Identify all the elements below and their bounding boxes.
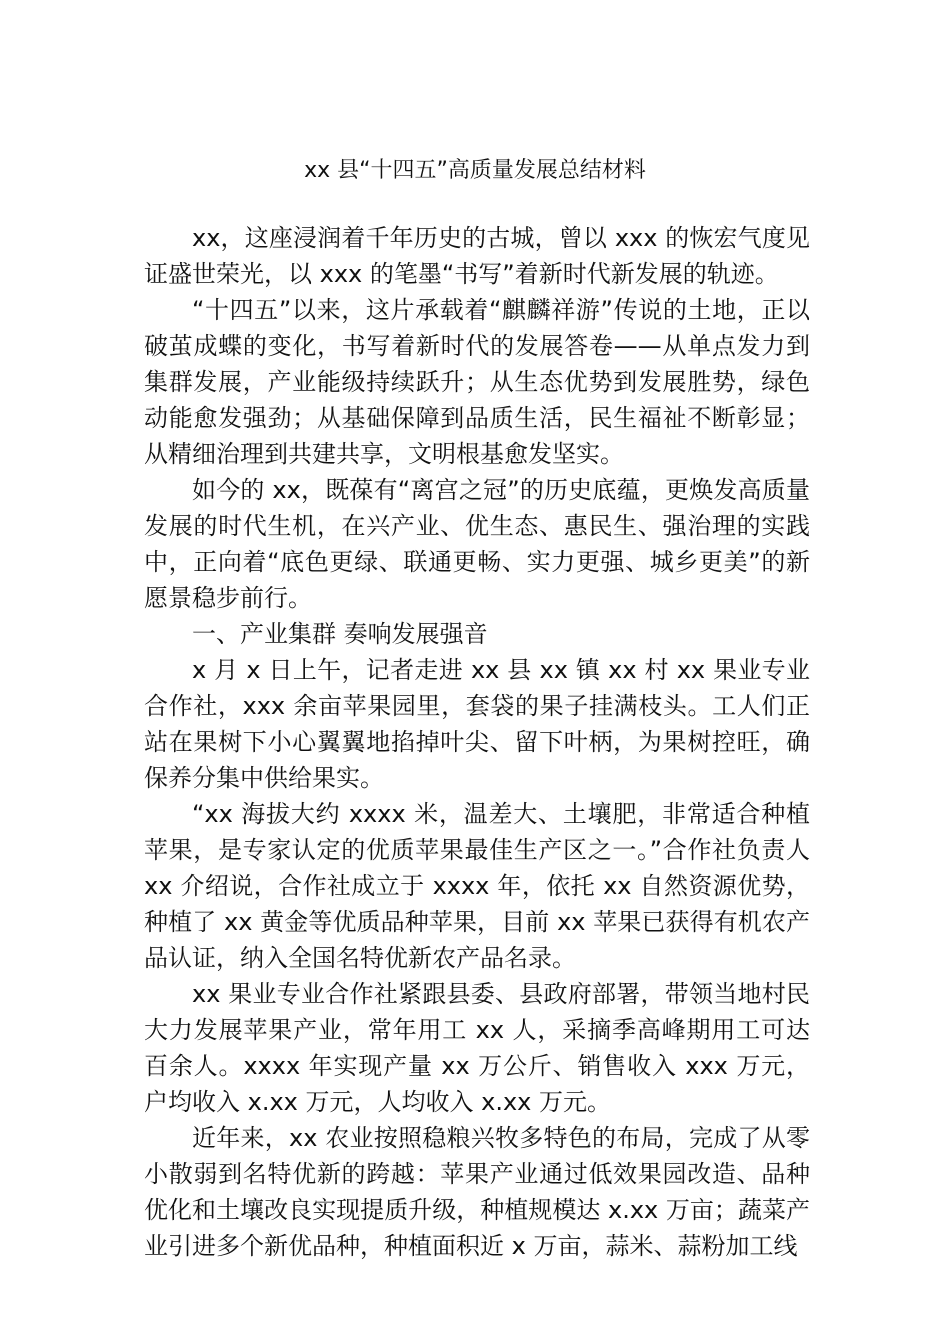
paragraph-cooperative-results: xx 果业专业合作社紧跟县委、县政府部署，带领当地村民大力发展苹果产业，常年用工 xx 人，采摘季高峰期用工可达百余人。xxxx 年实现产量 xx 万公斤、销售收入 xxx 万元，户均收入 x.xx 万元，人均收入 x.xx 万元。 (144, 980, 810, 1116)
paragraph-cooperative-quote: “xx 海拔大约 xxxx 米，温差大、土壤肥，非常适合种植苹果，是专家认定的优质苹果最佳生产区之一。”合作社负责人 xx 介绍说，合作社成立于 xxxx 年，依托 xx 自然资源优势，种植了 xx 黄金等优质品种苹果，目前 xx 苹果已获得有机农产品认证，纳入全国名特优新农产品名录。 (144, 800, 810, 972)
paragraph-agriculture-layout: 近年来，xx 农业按照稳粮兴牧多特色的布局，完成了从零小散弱到名特优新的跨越：苹果产业通过低效果园改造、品种优化和土壤改良实现提质升级，种植规模达 x.xx 万亩；蔬菜产业引进多个新优品种，种植面积近 x 万亩，蒜米、蒜粉加工线 (144, 1124, 810, 1260)
paragraph-intro: xx，这座浸润着千年历史的古城，曾以 xxx 的恢宏气度见证盛世荣光，以 xxx 的笔墨“书写”着新时代新发展的轨迹。 (144, 224, 810, 288)
paragraph-current-vision: 如今的 xx，既葆有“离宫之冠”的历史底蕴，更焕发高质量发展的时代生机，在兴产业、优生态、惠民生、强治理的实践中，正向着“底色更绿、联通更畅、实力更强、城乡更美”的新愿景稳步前行。 (144, 476, 810, 612)
paragraph-fourteenth-five-year: “十四五”以来，这片承载着“麒麟祥游”传说的土地，正以破茧成蝶的变化，书写着新时代的发展答卷——从单点发力到集群发展，产业能级持续跃升；从生态优势到发展胜势，绿色动能愈发强劲；从基础保障到品质生活，民生福祉不断彰显；从精细治理到共建共享，文明根基愈发坚实。 (144, 296, 810, 468)
section-heading-industry-cluster: 一、产业集群 奏响发展强音 (192, 620, 488, 648)
document-body (144, 220, 810, 1264)
paragraph-reporter-visit: x 月 x 日上午，记者走进 xx 县 xx 镇 xx 村 xx 果业专业合作社，xxx 余亩苹果园里，套袋的果子挂满枝头。工人们正站在果树下小心翼翼地掐掉叶尖、留下叶柄，为果树控旺，确保养分集中供给果实。 (144, 656, 810, 792)
document-title: xx 县“十四五”高质量发展总结材料 (304, 158, 646, 183)
